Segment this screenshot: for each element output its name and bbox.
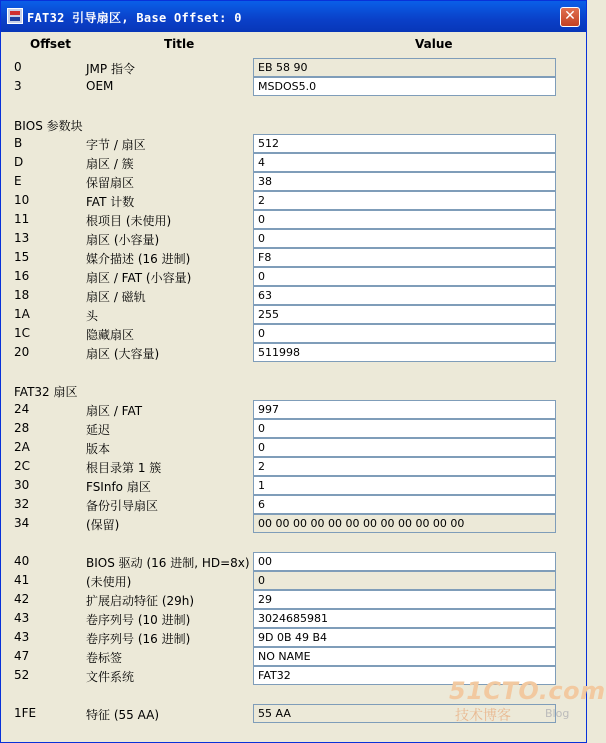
field-value-input[interactable]: 0 (253, 324, 556, 343)
field-title: 扇区 / 磁轨 (86, 290, 146, 304)
column-header-title: Title (164, 37, 195, 51)
field-title: 扇区 / 簇 (86, 157, 134, 171)
field-title: 扇区 (大容量) (86, 347, 160, 361)
field-value-input[interactable]: 00 (253, 552, 556, 571)
field-title: FAT 计数 (86, 195, 135, 209)
field-title: 版本 (86, 442, 111, 456)
field-title: 扇区 (小容量) (86, 233, 160, 247)
field-offset: E (14, 174, 22, 188)
field-value-input[interactable]: 2 (253, 457, 556, 476)
field-value-input[interactable]: 4 (253, 153, 556, 172)
field-value-input[interactable]: F8 (253, 248, 556, 267)
field-title: 根项目 (未使用) (86, 214, 172, 228)
field-offset: 41 (14, 573, 30, 587)
field-offset: 20 (14, 345, 30, 359)
watermark-logo: 51CTO.com (449, 677, 606, 705)
field-value-input[interactable]: 9D 0B 49 B4 (253, 628, 556, 647)
field-value-input[interactable]: 0 (253, 571, 556, 590)
column-header-offset: Offset (30, 37, 71, 51)
field-title: JMP 指令 (86, 62, 135, 76)
field-offset: 10 (14, 193, 30, 207)
field-offset: 16 (14, 269, 30, 283)
field-offset: B (14, 136, 23, 150)
field-offset: 47 (14, 649, 30, 663)
close-button[interactable]: ✕ (560, 7, 580, 27)
field-title: 延迟 (86, 423, 111, 437)
field-value-input[interactable]: FAT32 (253, 666, 556, 685)
field-offset: 15 (14, 250, 30, 264)
field-value-input[interactable]: 55 AA (253, 704, 556, 723)
field-offset: 0 (14, 60, 22, 74)
field-title: 字节 / 扇区 (86, 138, 146, 152)
field-offset: 34 (14, 516, 30, 530)
field-offset: 11 (14, 212, 30, 226)
window-title: FAT32 引导扇区, Base Offset: 0 (27, 11, 242, 25)
field-offset: 43 (14, 630, 30, 644)
field-offset: 3 (14, 79, 22, 93)
field-offset: 32 (14, 497, 30, 511)
field-title: 扩展启动特征 (29h) (86, 594, 195, 608)
field-title: 扇区 / FAT (86, 404, 143, 418)
field-value-input[interactable]: 00 00 00 00 00 00 00 00 00 00 00 00 (253, 514, 556, 533)
field-value-input[interactable]: EB 58 90 (253, 58, 556, 77)
field-title: 文件系统 (86, 670, 135, 684)
watermark-subtitle: 技术博客 (455, 708, 511, 724)
section-label-bios: BIOS 参数块 (14, 119, 83, 133)
field-value-input[interactable]: 6 (253, 495, 556, 514)
field-value-input[interactable]: 0 (253, 438, 556, 457)
field-value-input[interactable]: 512 (253, 134, 556, 153)
field-value-input[interactable]: 63 (253, 286, 556, 305)
field-title: (保留) (86, 518, 120, 532)
field-title: (未使用) (86, 575, 132, 589)
title-bar[interactable] (1, 1, 586, 32)
field-offset: D (14, 155, 24, 169)
field-offset: 43 (14, 611, 30, 625)
field-value-input[interactable]: 511998 (253, 343, 556, 362)
field-title: FSInfo 扇区 (86, 480, 151, 494)
field-title: OEM (86, 79, 114, 93)
field-value-input[interactable]: 2 (253, 191, 556, 210)
section-label-fat32: FAT32 扇区 (14, 385, 78, 399)
field-offset: 2A (14, 440, 30, 454)
field-title: 卷标签 (86, 651, 123, 665)
field-title: 备份引导扇区 (86, 499, 159, 513)
field-offset: 13 (14, 231, 30, 245)
field-offset: 28 (14, 421, 30, 435)
field-title: 特征 (55 AA) (86, 708, 160, 722)
field-title: 保留扇区 (86, 176, 135, 190)
field-title: 根目录第 1 簇 (86, 461, 162, 475)
field-offset: 18 (14, 288, 30, 302)
field-value-input[interactable]: 0 (253, 267, 556, 286)
field-value-input[interactable]: 0 (253, 210, 556, 229)
field-value-input[interactable]: MSDOS5.0 (253, 77, 556, 96)
field-title: 卷序列号 (16 进制) (86, 632, 191, 646)
field-offset: 2C (14, 459, 31, 473)
app-icon (7, 8, 23, 24)
field-title: 头 (86, 309, 99, 323)
field-title: BIOS 驱动 (16 进制, HD=8x) (86, 556, 250, 570)
field-value-input[interactable]: 997 (253, 400, 556, 419)
field-offset: 40 (14, 554, 30, 568)
field-offset: 52 (14, 668, 30, 682)
column-header-value: Value (415, 37, 453, 51)
field-value-input[interactable]: 1 (253, 476, 556, 495)
field-title: 扇区 / FAT (小容量) (86, 271, 192, 285)
field-title: 隐藏扇区 (86, 328, 135, 342)
field-offset: 1FE (14, 706, 37, 720)
field-value-input[interactable]: 3024685981 (253, 609, 556, 628)
watermark (449, 677, 606, 724)
field-offset: 1A (14, 307, 30, 321)
field-offset: 24 (14, 402, 30, 416)
field-offset: 42 (14, 592, 30, 606)
field-offset: 30 (14, 478, 30, 492)
field-value-input[interactable]: 255 (253, 305, 556, 324)
watermark-blog: Blog (545, 707, 570, 720)
field-value-input[interactable]: 0 (253, 419, 556, 438)
field-title: 卷序列号 (10 进制) (86, 613, 191, 627)
field-value-input[interactable]: 38 (253, 172, 556, 191)
field-value-input[interactable]: NO NAME (253, 647, 556, 666)
field-value-input[interactable]: 0 (253, 229, 556, 248)
field-value-input[interactable]: 29 (253, 590, 556, 609)
field-offset: 1C (14, 326, 31, 340)
field-title: 媒介描述 (16 进制) (86, 252, 191, 266)
